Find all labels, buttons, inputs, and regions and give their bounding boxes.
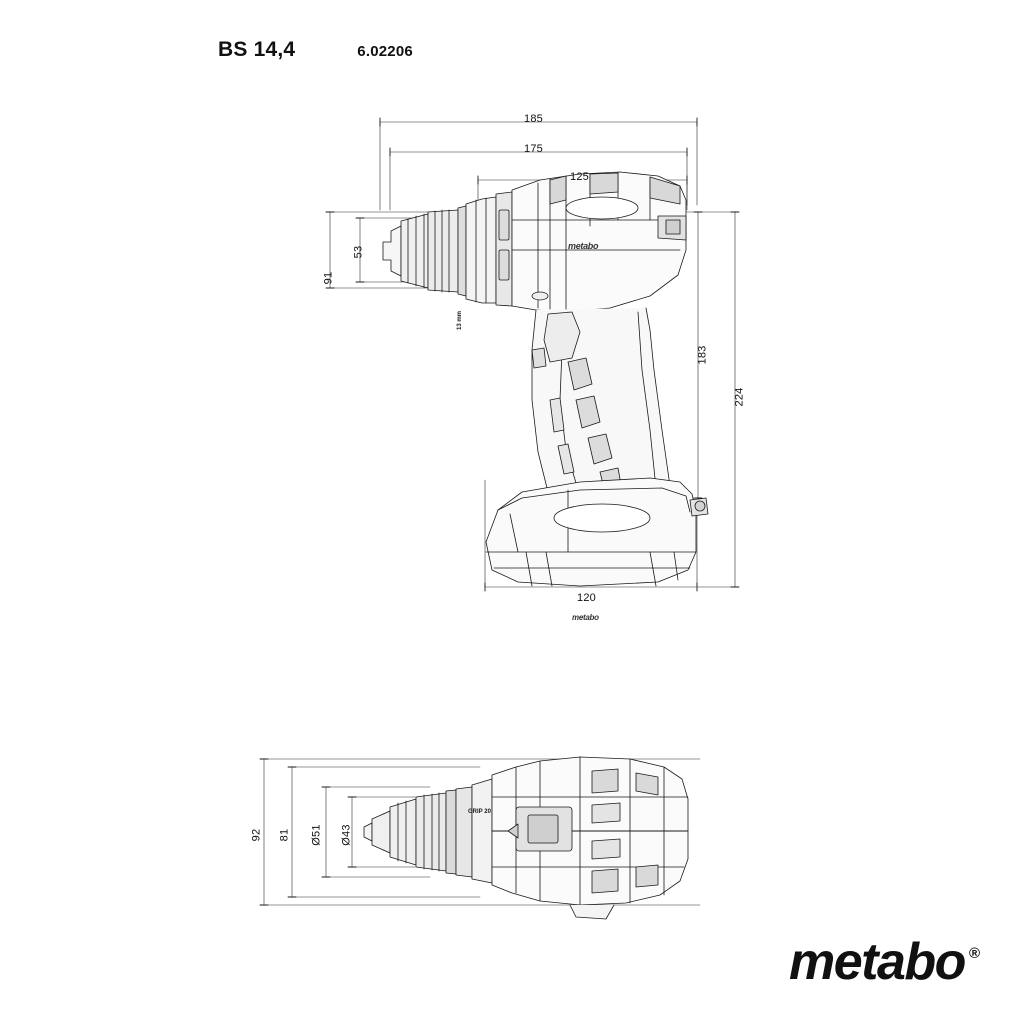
dimension-183: 183 xyxy=(696,345,709,365)
dimension-175: 175 xyxy=(524,143,543,155)
registered-trademark-icon: ® xyxy=(968,945,980,963)
title-row xyxy=(218,38,413,62)
body-brand-logo: metabo xyxy=(568,241,599,251)
battery-brand-logo: metabo xyxy=(572,613,599,622)
dimension-diameter-43: Ø43 xyxy=(340,824,353,846)
dimension-92: 92 xyxy=(250,828,263,842)
article-number: 6.02206 xyxy=(357,43,413,60)
dimension-diameter-51: Ø51 xyxy=(310,824,323,846)
dimension-81: 81 xyxy=(278,828,291,842)
dimension-53: 53 xyxy=(352,245,365,259)
chuck-capacity-label: 13 mm xyxy=(457,310,463,330)
side-view xyxy=(250,100,790,630)
page-title: BS 14,4 xyxy=(218,38,296,61)
dimension-125: 125 xyxy=(570,171,589,183)
brand-logo xyxy=(789,933,980,992)
dimension-120: 120 xyxy=(577,592,596,604)
brand-name: metabo xyxy=(789,933,965,992)
dimension-185: 185 xyxy=(524,113,543,125)
dimension-91: 91 xyxy=(322,271,335,285)
gear-grip-label: GRIP 20 xyxy=(468,809,491,815)
dimension-224: 224 xyxy=(733,387,746,407)
